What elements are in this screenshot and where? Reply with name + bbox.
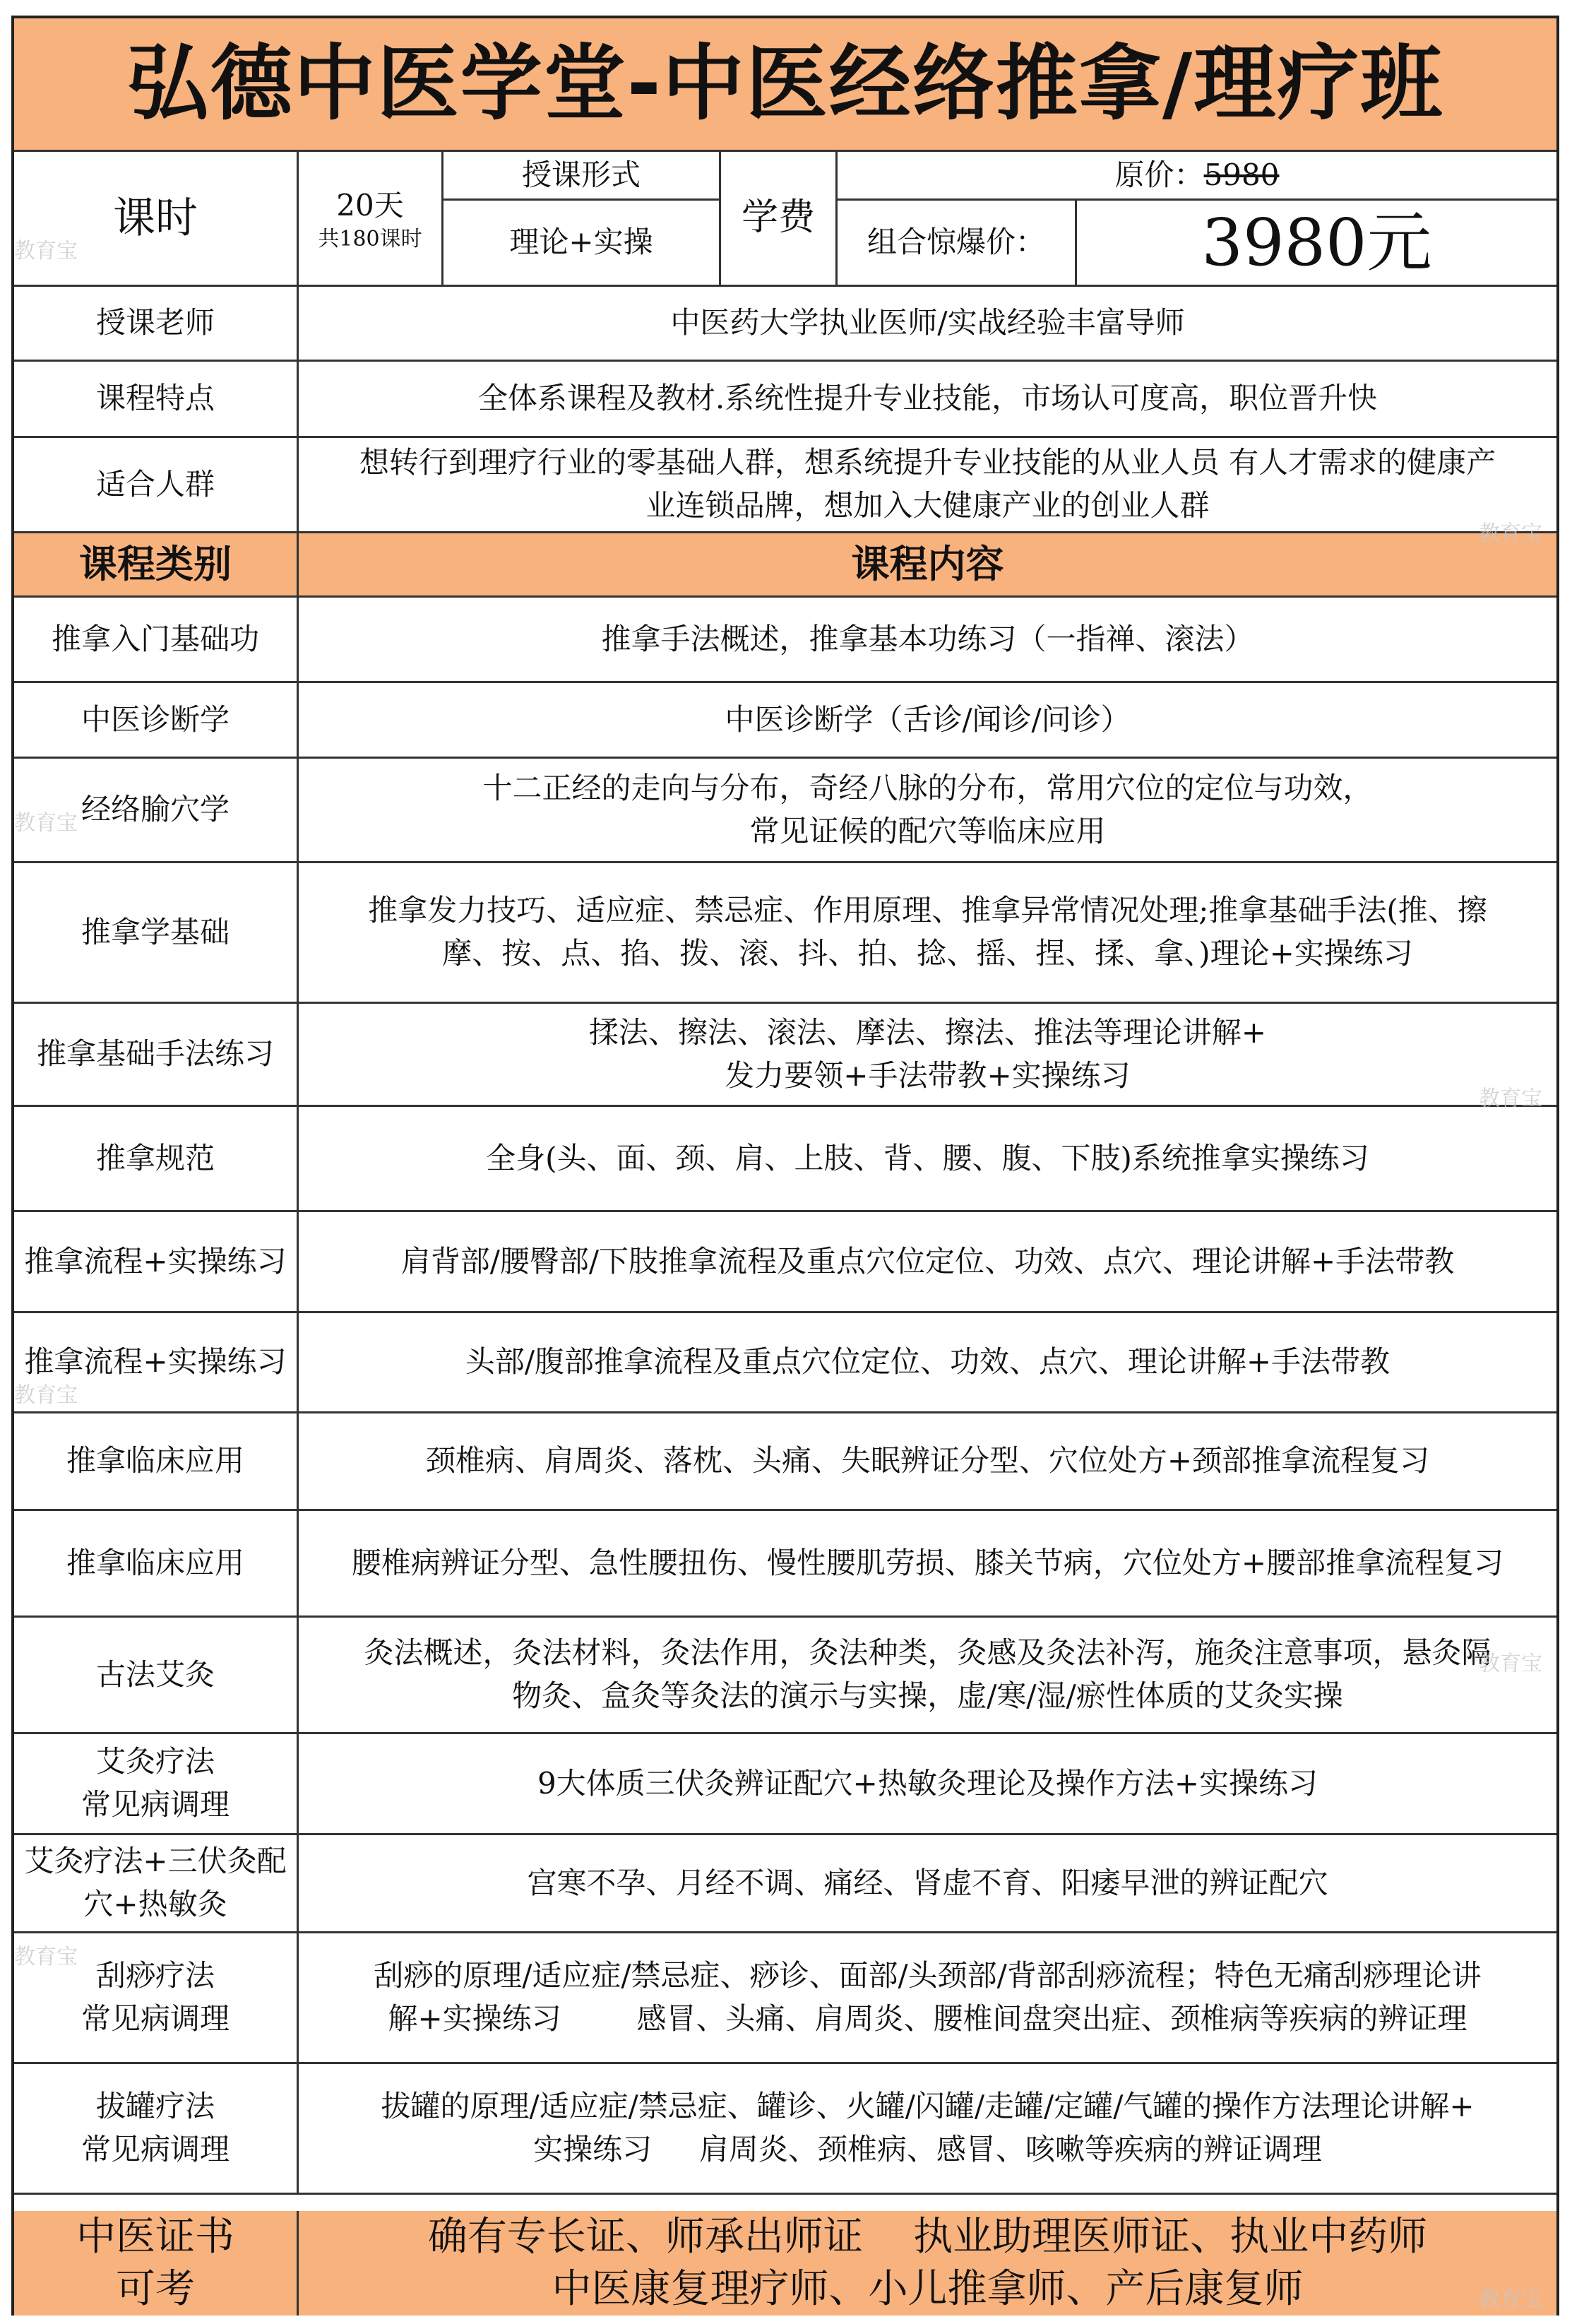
row-category [14, 683, 297, 757]
format-value: 理论+实操 [509, 225, 653, 260]
header-category: 课程类别 [14, 533, 297, 595]
row-content-line: 物灸、盒灸等灸法的演示与实操，虚/寒/湿/瘀性体质的艾灸实操 [512, 1678, 1343, 1713]
row-content-line: 中医诊断学（舌诊/闻诊/问诊） [725, 701, 1131, 737]
row-content [299, 1212, 1556, 1311]
row-category-line: 常见病调理 [81, 2132, 230, 2166]
watermark: 教育宝 [14, 1383, 78, 1408]
original-price-value: 5980 [1203, 157, 1280, 192]
audience-line: 业连锁品牌，想加入大健康产业的创业人群 [645, 488, 1210, 523]
row-content [299, 1511, 1556, 1615]
row-category [14, 1413, 297, 1509]
audience-line: 想转行到理疗行业的零基础人群，想系统提升专业技能的从业人员 有人才需求的健康产 [359, 445, 1496, 480]
row-category-line: 推拿流程+实操练习 [24, 1243, 287, 1279]
row-category-line: 推拿临床应用 [66, 1545, 244, 1580]
row-category-line: 推拿入门基础功 [51, 621, 259, 656]
row-category [14, 1107, 297, 1210]
row-category [14, 1511, 297, 1615]
row-category-line: 古法艾灸 [95, 1656, 215, 1692]
certificate-list [299, 2211, 1556, 2316]
row-category-line: 推拿临床应用 [66, 1443, 244, 1478]
row-content [299, 1313, 1556, 1411]
row-category [14, 1734, 297, 1833]
hours-label: 课时 [113, 193, 198, 243]
row-category-line: 推拿规范 [95, 1140, 215, 1175]
row-category [14, 1835, 297, 1931]
days-value: 20天 [336, 187, 404, 223]
row-content-line: 灸法概述，灸法材料，灸法作用，灸法种类，灸感及灸法补泻，施灸注意事项，悬灸隔 [364, 1635, 1491, 1671]
watermark: 教育宝 [14, 239, 78, 263]
watermark: 教育宝 [1479, 2287, 1542, 2312]
hours-value [299, 152, 441, 285]
row-content-line: 颈椎病、肩周炎、落枕、头痛、失眠辨证分型、穴位处方+颈部推拿流程复习 [425, 1443, 1430, 1478]
row-category-line: 中医诊断学 [81, 701, 230, 737]
certificate-label [14, 2211, 297, 2316]
teacher-value: 中医药大学执业医师/实战经验丰富导师 [670, 305, 1185, 340]
row-category-line: 刮痧疗法 [95, 1958, 215, 1993]
row-content-line: 常见证候的配穴等临床应用 [749, 813, 1106, 848]
original-price [838, 152, 1556, 198]
row-content-line: 头部/腹部推拿流程及重点穴位定位、功效、点穴、理论讲解+手法带教 [465, 1344, 1391, 1380]
row-content-line: 宫寒不孕、月经不调、痛经、肾虚不育、阳痿早泄的辨证配穴 [527, 1865, 1328, 1900]
row-content [299, 1413, 1556, 1509]
audience-value [299, 438, 1556, 531]
watermark: 教育宝 [1479, 521, 1542, 546]
row-category [14, 1212, 297, 1311]
row-content [299, 1835, 1556, 1931]
row-content [299, 683, 1556, 757]
row-content [299, 2064, 1556, 2193]
row-content-line: 全身(头、面、颈、肩、上肢、背、腰、腹、下肢)系统推拿实操练习 [486, 1140, 1369, 1175]
row-content-line: 推拿手法概述，推拿基本功练习（一指禅、滚法） [601, 621, 1254, 656]
row-category-line: 拔罐疗法 [95, 2089, 215, 2124]
watermark: 教育宝 [1479, 1086, 1542, 1111]
row-content [299, 1734, 1556, 1833]
row-content-line: 发力要领+手法带教+实操练习 [725, 1057, 1131, 1093]
row-category-line: 推拿学基础 [81, 914, 230, 949]
watermark: 教育宝 [14, 1945, 78, 1969]
row-content-line: 肩背部/腰臀部/下肢推拿流程及重点穴位定位、功效、点穴、理论讲解+手法带教 [400, 1243, 1455, 1279]
row-category [14, 1004, 297, 1105]
row-category-line: 艾灸疗法 [95, 1744, 215, 1779]
row-category [14, 598, 297, 681]
certificate-label-line: 中医证书 [76, 2214, 234, 2260]
row-content [299, 1107, 1556, 1210]
row-content [299, 1004, 1556, 1105]
row-content-line: 推拿发力技巧、适应症、禁忌症、作用原理、推拿异常情况处理;推拿基础手法(推、擦 [368, 893, 1487, 928]
combo-price-label: 组合惊爆价： [867, 225, 1045, 260]
row-category [14, 863, 297, 1002]
row-content [299, 863, 1556, 1002]
format-label: 授课形式 [521, 157, 641, 192]
combo-price-value: 3980元 [1201, 204, 1432, 280]
certificate-label-line: 可考 [116, 2266, 195, 2312]
row-content [299, 759, 1556, 861]
row-content-line: 实操练习 肩周炎、颈椎病、感冒、咳嗽等疾病的辨证调理 [533, 2132, 1322, 2166]
teacher-label: 授课老师 [95, 305, 215, 340]
watermark: 教育宝 [14, 811, 78, 836]
row-category-line: 穴+热敏灸 [83, 1887, 227, 1921]
row-category-line: 推拿基础手法练习 [36, 1036, 274, 1072]
row-content [299, 1618, 1556, 1732]
row-category-line: 经络腧穴学 [81, 792, 230, 827]
total-hours-value: 共180课时 [318, 227, 422, 252]
features-value: 全体系课程及教材.系统性提升专业技能，市场认可度高，职位晋升快 [477, 381, 1378, 416]
page-title: 弘德中医学堂-中医经络推拿/理疗班 [14, 18, 1556, 150]
row-category-line: 常见病调理 [81, 2001, 230, 2036]
audience-label: 适合人群 [95, 466, 215, 502]
course-sheet [11, 16, 1559, 2316]
row-content-line: 刮痧的原理/适应症/禁忌症、痧诊、面部/头颈部/背部刮痧流程；特色无痛刮痧理论讲 [374, 1958, 1482, 1993]
row-category-line: 常见病调理 [81, 1787, 230, 1822]
row-content-line: 揉法、擦法、滚法、摩法、擦法、推法等理论讲解+ [588, 1014, 1267, 1050]
row-content-line: 拔罐的原理/适应症/禁忌症、罐诊、火罐/闪罐/走罐/定罐/气罐的操作方法理论讲解+ [381, 2089, 1475, 2124]
original-price-label: 原价： [1114, 157, 1204, 192]
certificate-line: 确有专长证、师承出师证 执业助理医师证、执业中药师 [427, 2214, 1428, 2260]
row-category-line: 推拿流程+实操练习 [24, 1344, 287, 1380]
row-content-line: 摩、按、点、掐、拨、滚、抖、拍、捻、摇、捏、揉、拿、)理论+实操练习 [442, 936, 1413, 971]
fee-label: 学费 [741, 196, 815, 239]
row-content [299, 598, 1556, 681]
row-content-line: 腰椎病辨证分型、急性腰扭伤、慢性腰肌劳损、膝关节病，穴位处方+腰部推拿流程复习 [351, 1545, 1504, 1580]
watermark: 教育宝 [1479, 1652, 1542, 1676]
row-content-line: 解+实操练习 感冒、头痛、肩周炎、腰椎间盘突出症、颈椎病等疾病的辨证理 [388, 2001, 1467, 2036]
row-content-line: 9大体质三伏灸辨证配穴+热敏灸理论及操作方法+实操练习 [537, 1765, 1318, 1801]
row-category-line: 艾灸疗法+三伏灸配 [24, 1844, 287, 1879]
header-content: 课程内容 [299, 533, 1556, 595]
certificate-line: 中医康复理疗师、小儿推拿师、产后康复师 [552, 2266, 1304, 2312]
row-category [14, 1618, 297, 1732]
features-label: 课程特点 [95, 381, 215, 416]
row-content-line: 十二正经的走向与分布，奇经八脉的分布，常用穴位的定位与功效， [482, 770, 1373, 805]
row-category [14, 2064, 297, 2193]
row-content [299, 1933, 1556, 2062]
